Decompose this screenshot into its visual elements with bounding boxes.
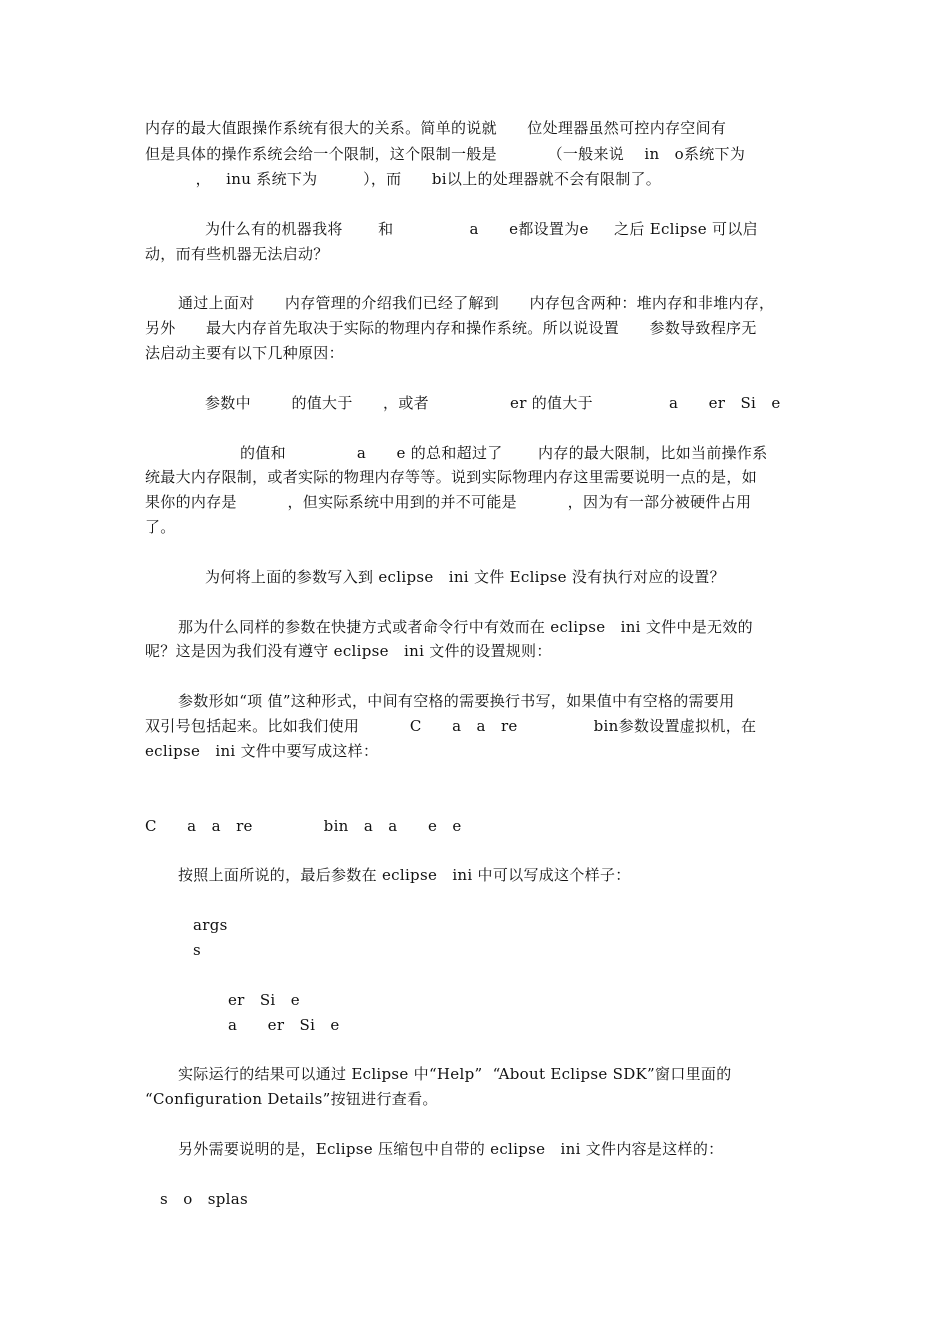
code-line: a er Si e xyxy=(228,1016,340,1034)
text-line: 呢？这是因为我们没有遵守 eclipse ini 文件的设置规则： xyxy=(145,642,552,660)
code-line: er Si e xyxy=(228,991,300,1009)
text-line: 统最大内存限制，或者实际的物理内存等等。说到实际物理内存这里需要说明一点的是，如 xyxy=(145,468,758,486)
text-line: “Configuration Details”按钮进行查看。 xyxy=(145,1090,438,1108)
text-line: 实际运行的结果可以通过 Eclipse 中“Help” “About Eclipse SDK”窗口里面的 xyxy=(178,1065,732,1083)
code-line: args xyxy=(193,916,228,934)
text-line: 动，而有些机器无法启动？ xyxy=(145,245,329,263)
text-line: 了。 xyxy=(145,518,176,536)
text-line: 为什么有的机器我将 和 a e都设置为e 之后 Eclipse 可以启 xyxy=(205,220,758,238)
text-line: 为何将上面的参数写入到 eclipse ini 文件 Eclipse 没有执行对应的设置？ xyxy=(205,568,725,586)
text-line: 另外需要说明的是，Eclipse 压缩包中自带的 eclipse ini 文件内容是这样的： xyxy=(178,1140,724,1158)
code-line: s xyxy=(193,941,201,959)
text-line: 参数中 的值大于 ，或者 er 的值大于 a er Si e xyxy=(205,394,781,412)
code-line: s o splas xyxy=(160,1190,248,1208)
text-line: 但是具体的操作系统会给一个限制，这个限制一般是 （一般来说 in o系统下为 xyxy=(145,145,746,163)
text-line: eclipse ini 文件中要写成这样： xyxy=(145,742,379,760)
text-line: 果你的内存是 ，但实际系统中用到的并不可能是 ，因为有一部分被硬件占用 xyxy=(145,493,752,511)
text-line: 参数形如“项 值”这种形式，中间有空格的需要换行书写，如果值中有空格的需要用 xyxy=(178,692,735,710)
text-line: 法启动主要有以下几种原因： xyxy=(145,344,344,362)
text-line: 内存的最大值跟操作系统有很大的关系。简单的说就 位处理器虽然可控内存空间有 xyxy=(145,119,727,137)
text-line: ， inu 系统下为 ），而 bi以上的处理器就不会有限制了。 xyxy=(145,170,662,188)
text-line: 那为什么同样的参数在快捷方式或者命令行中有效而在 eclipse ini 文件中是无效的 xyxy=(178,618,753,636)
text-line: 的值和 a e 的总和超过了 内存的最大限制，比如当前操作系 xyxy=(240,444,768,462)
text-line: 按照上面所说的，最后参数在 eclipse ini 中可以写成这个样子： xyxy=(178,866,631,884)
text-line: 通过上面对 内存管理的介绍我们已经了解到 内存包含两种：堆内存和非堆内存， xyxy=(178,294,775,312)
text-line: 另外 最大内存首先取决于实际的物理内存和操作系统。所以说设置 参数导致程序无 xyxy=(145,319,757,337)
code-line: C a a re bin a a e e xyxy=(145,817,462,835)
text-line: 双引号包括起来。比如我们使用 C a a re bin参数设置虚拟机，在 xyxy=(145,717,757,735)
